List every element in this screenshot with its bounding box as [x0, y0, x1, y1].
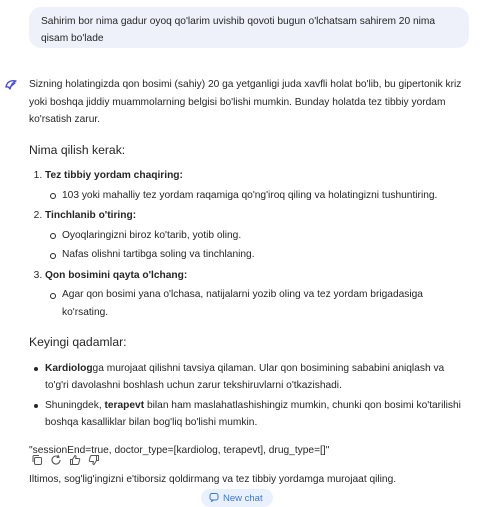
- user-message-bubble: Sahirim bor nima gadur oyoq qo'larim uvishib qovoti bugun o'lchatsam sahirem 20 nima qisam bo'lade: [29, 7, 469, 48]
- next-steps-list: [29, 360, 469, 432]
- step-item: [45, 207, 469, 264]
- assistant-avatar-icon: [3, 77, 19, 93]
- next-step-item: Shuningdek, terapevt bilan ham maslahatlashishingiz mumkin, chunki qon bosimi ko'tarilishi boshqa kasalliklar bilan bog'liq bo'lishi mumkin.: [45, 397, 469, 432]
- step-detail: 103 yoki mahalliy tez yordam raqamiga qo'ng'iroq qiling va holatingizni tushuntiring.: [62, 187, 469, 205]
- message-actions: [29, 452, 101, 467]
- assistant-answer: [29, 76, 469, 489]
- step-item: [45, 267, 469, 322]
- section-heading-what-to-do: Nima qilish kerak:: [29, 142, 126, 157]
- answer-intro: Sizning holatingizda qon bosimi (sahiy) 20 ga yetganligi juda xavfli holat bo'lib, bu gipertonik kriz yoki boshqa jiddiy muammolarning belgisi bo'lishi mumkin. Bunday holatda tez tibbiy yordam ko'rsatish zarur.: [29, 79, 462, 125]
- step-detail: Agar qon bosimi yana o'lchasa, natijalarni yozib oling va tez yordam brigadasiga ko'rsating.: [62, 286, 469, 321]
- copy-icon[interactable]: [29, 452, 44, 467]
- thumbs-down-icon[interactable]: [86, 452, 101, 467]
- thumbs-up-icon[interactable]: [67, 452, 82, 467]
- step-title: Tinchlanib o'tiring:: [45, 210, 137, 221]
- regenerate-icon[interactable]: [48, 452, 63, 467]
- steps-list: [29, 167, 469, 321]
- step-detail: Nafas olishni tartibga soling va tinchlaning.: [62, 246, 469, 264]
- step-detail: Oyoqlaringizni biroz ko'tarib, yotib oling.: [62, 227, 469, 245]
- step-title: Tez tibbiy yordam chaqiring:: [45, 170, 183, 181]
- answer-closing: Iltimos, sog'lig'ingizni e'tiborsiz qoldirmang va tez tibbiy yordamga murojaat qiling.: [29, 474, 397, 485]
- session-meta-text: "sessionEnd=true, doctor_type=[kardiolog, terapevt], drug_type=[]": [29, 444, 330, 456]
- new-chat-label: New chat: [223, 492, 263, 504]
- new-chat-icon: [209, 492, 219, 505]
- new-chat-button[interactable]: [201, 489, 273, 507]
- next-step-item: Kardiologga murojaat qilishni tavsiya qilaman. Ular qon bosimining sababini aniqlash va to'g'ri davolashni boshlash uchun zarur tekshiruvlarni o'tkazishadi.: [45, 360, 469, 395]
- section-heading-next-steps: Keyingi qadamlar:: [29, 335, 127, 349]
- step-item: [45, 167, 469, 204]
- step-title: Qon bosimini qayta o'lchang:: [45, 269, 188, 281]
